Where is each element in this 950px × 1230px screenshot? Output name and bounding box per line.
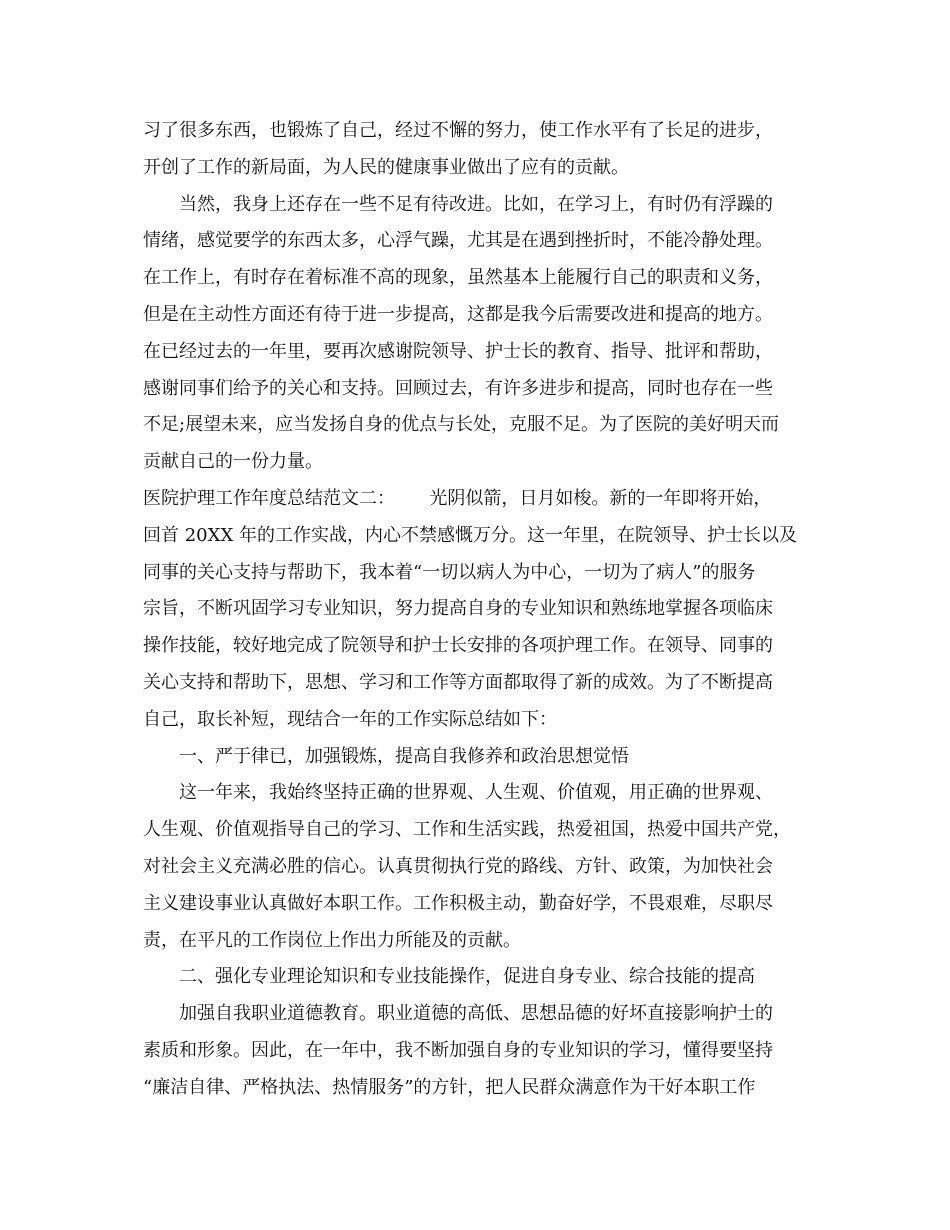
text-line: 人生观、价值观指导自己的学习、工作和生活实践，热爱祖国，热爱中国共产党，	[143, 819, 791, 841]
text-line: 在已经过去的一年里，要再次感谢院领导、护士长的教育、指导、批评和帮助，	[143, 340, 773, 362]
paragraph-start-line: 加强自我职业道德教育。职业道德的高低、思想品德的好坏直接影响护士的	[179, 1003, 773, 1025]
text-line: 回首 20XX 年的工作实战，内心不禁感慨万分。这一年里，在院领导、护士长以及	[143, 524, 797, 546]
text-line: 操作技能，较好地完成了院领导和护士长安排的各项护理工作。在领导、同事的	[143, 635, 773, 657]
text-line: 感谢同事们给予的关心和支持。回顾过去，有许多进步和提高，同时也存在一些	[143, 377, 773, 399]
paragraph-start-line: 当然，我身上还存在一些不足有待改进。比如，在学习上，有时仍有浮躁的	[179, 193, 773, 215]
text-line: 宗旨，不断巩固学习专业知识，努力提高自身的专业知识和熟练地掌握各项临床	[143, 598, 773, 620]
text-line: 开创了工作的新局面，为人民的健康事业做出了应有的贡献。	[143, 156, 629, 178]
text-line: 自己，取长补短，现结合一年的工作实际总结如下：	[143, 708, 557, 730]
heading-two: 二、强化专业理论知识和专业技能操作，促进自身专业、综合技能的提高	[179, 966, 755, 988]
text-line: 在工作上，有时存在着标准不高的现象，虽然基本上能履行自己的职责和义务，	[143, 267, 773, 289]
text-line: 对社会主义充满必胜的信心。认真贯彻执行党的路线、方针、政策，为加快社会	[143, 855, 773, 877]
text-line: “廉洁自律、严格执法、热情服务”的方针，把人民群众满意作为干好本职工作	[143, 1076, 756, 1098]
text-line: 情绪，感觉要学的东西太多，心浮气躁，尤其是在遇到挫折时，不能冷静处理。	[143, 230, 773, 252]
text-line: 贡献自己的一份力量。	[143, 451, 323, 473]
text-line: 不足;展望未来，应当发扬自身的优点与长处，克服不足。为了医院的美好明天而	[143, 414, 780, 436]
text-line: 习了很多东西，也锻炼了自己，经过不懈的努力，使工作水平有了长足的进步，	[143, 120, 773, 141]
text-line: 素质和形象。因此，在一年中，我不断加强自身的专业知识的学习，懂得要坚持	[143, 1039, 773, 1061]
text-line: 但是在主动性方面还有待于进一步提高，这都是我今后需要改进和提高的地方。	[143, 303, 773, 325]
section-title-line: 医院护理工作年度总结范文二： 光阴似箭，日月如梭。新的一年即将开始，	[143, 487, 772, 509]
document-body	[143, 113, 823, 1107]
text-line: 同事的关心支持与帮助下，我本着“一切以病人为中心，一切为了病人”的服务	[143, 561, 756, 583]
text-line: 主义建设事业认真做好本职工作。工作积极主动，勤奋好学，不畏艰难，尽职尽	[143, 892, 773, 914]
text-line: 关心支持和帮助下，思想、学习和工作等方面都取得了新的成效。为了不断提高	[143, 671, 773, 693]
paragraph-start-line: 这一年来，我始终坚持正确的世界观、人生观、价值观，用正确的世界观、	[179, 782, 773, 804]
text-line: 责，在平凡的工作岗位上作出力所能及的贡献。	[143, 929, 521, 951]
heading-one: 一、严于律已，加强锻炼，提高自我修养和政治思想觉悟	[179, 745, 629, 767]
